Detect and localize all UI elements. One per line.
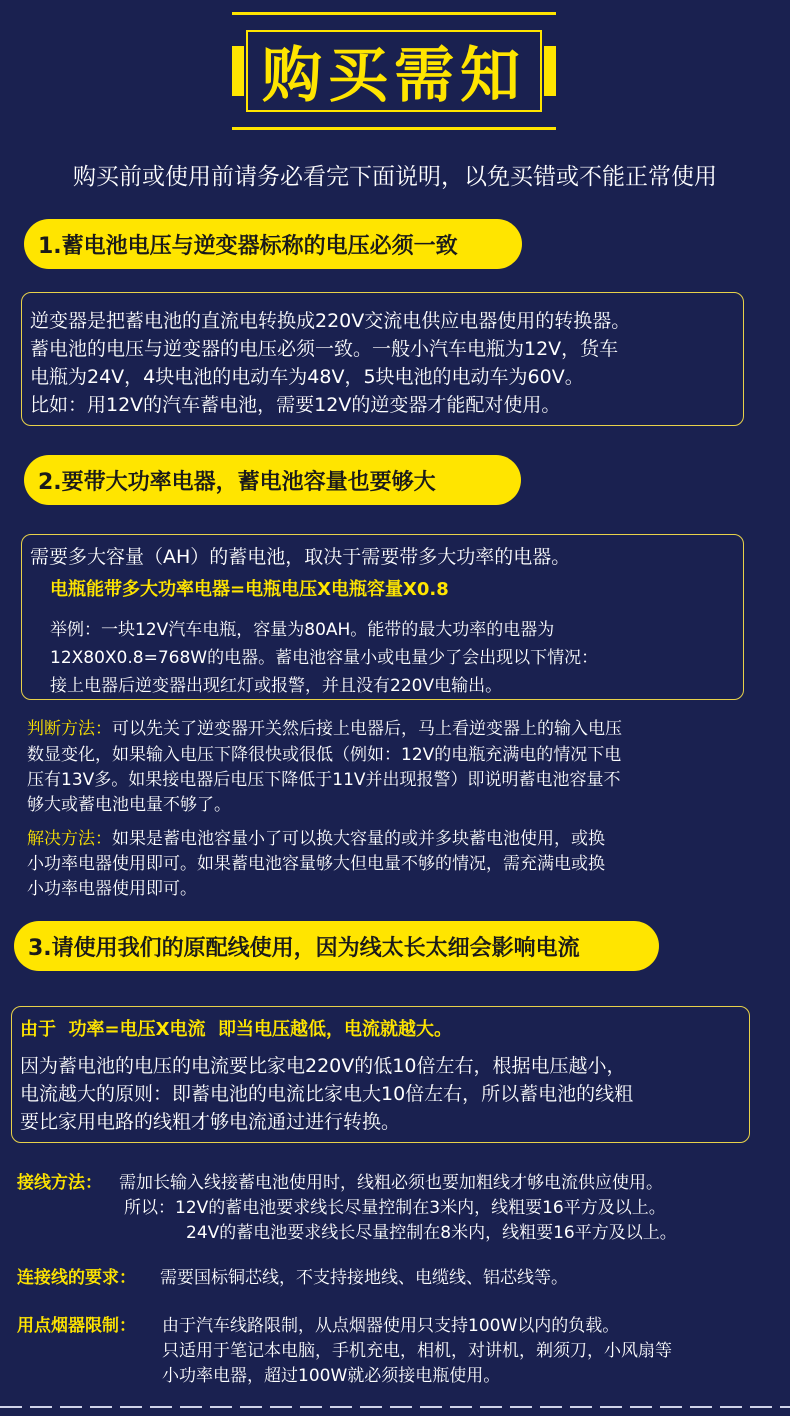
- section2-example-line: 12X80X0.8=768W的电器。蓄电池容量小或电量少了会出现以下情况：: [50, 648, 599, 668]
- section1-line: 逆变器是把蓄电池的直流电转换成220V交流电供应电器使用的转换器。: [30, 310, 631, 332]
- wiring-line: 24V的蓄电池要求线长尽量控制在8米内，线粗要16平方及以上。: [186, 1223, 677, 1243]
- section2-heading: 2.要带大功率电器，蓄电池容量也要够大: [24, 455, 521, 505]
- section2-formula: 电瓶能带多大功率电器=电瓶电压X电瓶容量X0.8: [50, 579, 449, 600]
- section3-heading: 3.请使用我们的原配线使用，因为线太长太细会影响电流: [14, 921, 659, 971]
- lighter-line: 小功率电器，超过100W就必须接电瓶使用。: [162, 1366, 501, 1386]
- judge-line: 压有13V多。如果接电器后电压下降低于11V并出现报警）即说明蓄电池容量不: [27, 770, 621, 790]
- section3-line: 要比家用电路的线粗才够电流通过进行转换。: [20, 1111, 401, 1133]
- lighter-line: 由于汽车线路限制，从点烟器使用只支持100W以内的负载。: [162, 1316, 620, 1336]
- section1-line: 蓄电池的电压与逆变器的电压必须一致。一般小汽车电瓶为12V，货车: [30, 338, 619, 360]
- section3-formula: 由于 功率=电压X电流 即当电压越低，电流就越大。: [20, 1019, 453, 1040]
- section1-heading: 1.蓄电池电压与逆变器标称的电压必须一致: [24, 219, 522, 269]
- section1-line: 电瓶为24V，4块电池的电动车为48V，5块电池的电动车为60V。: [30, 366, 584, 388]
- judge-label: 判断方法：: [27, 719, 112, 739]
- cable-label: 连接线的要求：: [17, 1268, 136, 1288]
- page-title: 购买需知: [262, 41, 526, 111]
- wiring-line: 需加长输入线接蓄电池使用时，线粗必须也要加粗线才够电流供应使用。: [119, 1173, 663, 1193]
- section2-example-line: 举例：一块12V汽车电瓶，容量为80AH。能带的最大功率的电器为: [50, 620, 555, 640]
- section3-line: 电流越大的原则：即蓄电池的电流比家电大10倍左右，所以蓄电池的线粗: [20, 1083, 634, 1105]
- section1-line: 比如：用12V的汽车蓄电池，需要12V的逆变器才能配对使用。: [30, 394, 561, 416]
- subtitle: 购买前或使用前请务必看完下面说明，以免买错或不能正常使用: [73, 164, 717, 190]
- title-badge: [232, 12, 556, 130]
- section2-intro: 需要多大容量（AH）的蓄电池，取决于需要带多大功率的电器。: [30, 546, 571, 568]
- solve-label: 解决方法：: [27, 829, 112, 849]
- title-right-bracket: [544, 46, 556, 96]
- title-inner-frame: [246, 30, 542, 112]
- section3-line: 因为蓄电池的电压的电流要比家电220V的低10倍左右，根据电压越小，: [20, 1055, 626, 1077]
- judge-line: 够大或蓄电池电量不够了。: [27, 795, 231, 815]
- solve-text: 如果是蓄电池容量小了可以换大容量的或并多块蓄电池使用，或换: [112, 829, 605, 849]
- lighter-label: 用点烟器限制：: [17, 1316, 136, 1336]
- solve-line: 小功率电器使用即可。: [27, 879, 197, 899]
- judge-line: [27, 714, 622, 739]
- title-left-bracket: [232, 46, 244, 96]
- lighter-line: 只适用于笔记本电脑，手机充电，相机，对讲机，剃须刀，小风扇等: [162, 1341, 672, 1361]
- section2-example-line: 接上电器后逆变器出现红灯或报警，并且没有220V电输出。: [50, 676, 503, 696]
- cable-text: 需要国标铜芯线，不支持接地线、电缆线、铝芯线等。: [160, 1268, 568, 1288]
- bottom-dashed-divider: [0, 1406, 790, 1408]
- judge-line: 数显变化，如果输入电压下降很快或很低（例如：12V的电瓶充满电的情况下电: [27, 745, 622, 765]
- solve-line: 小功率电器使用即可。如果蓄电池容量够大但电量不够的情况，需充满电或换: [27, 854, 605, 874]
- judge-text: 可以先关了逆变器开关然后接上电器后，马上看逆变器上的输入电压: [112, 719, 622, 739]
- wiring-line: 所以：12V的蓄电池要求线长尽量控制在3米内，线粗要16平方及以上。: [124, 1198, 666, 1218]
- wiring-label: 接线方法：: [17, 1173, 102, 1193]
- solve-line: [27, 824, 605, 849]
